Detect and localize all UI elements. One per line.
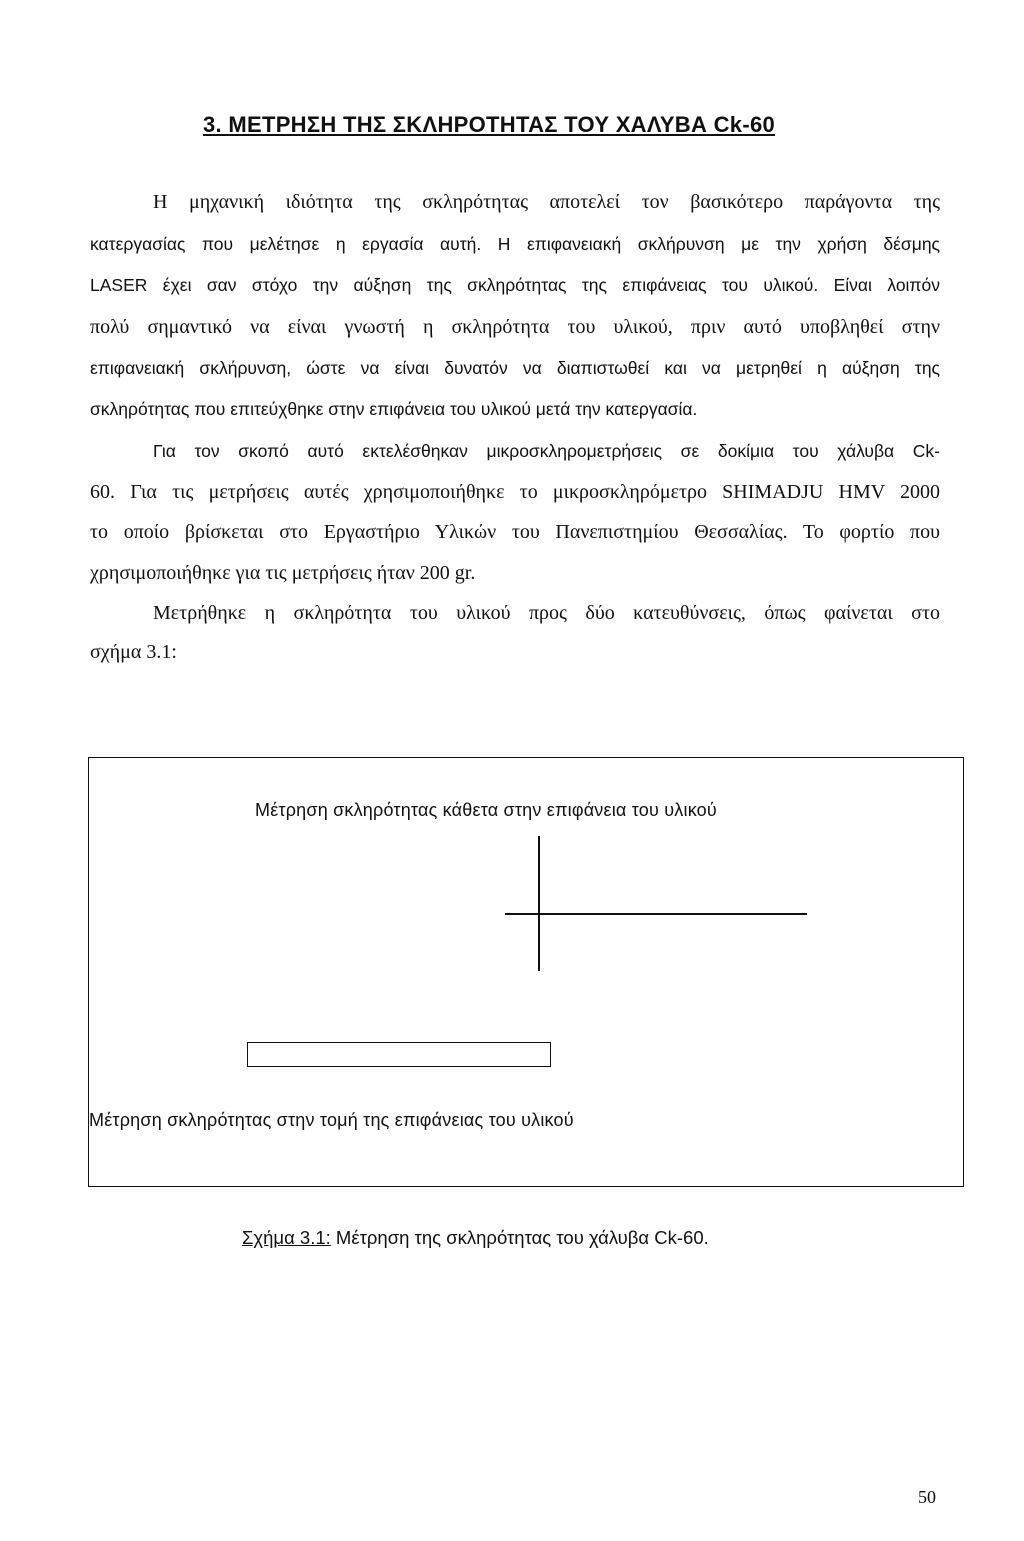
figure-caption <box>242 1227 709 1249</box>
surface-line <box>505 913 807 915</box>
paragraph-line: Η μηχανική ιδιότητα της σκληρότητας αποτελεί τον βασικότερο παράγοντα της <box>153 191 940 213</box>
paragraph-line: το οποίο βρίσκεται στο Εργαστήριο Υλικών του Πανεπιστημίου Θεσσαλίας. Το φορτίο που <box>90 521 940 543</box>
paragraph-line: πολύ σημαντικό να είναι γνωστή η σκληρότητα του υλικού, πριν αυτό υποβληθεί στην <box>90 316 940 338</box>
indent-vertical-line <box>538 836 540 971</box>
paragraph-line: LASER έχει σαν στόχο την αύξηση της σκληρότητας της επιφάνειας του υλικού. Είναι λοιπόν <box>90 275 940 295</box>
paragraph-line: επιφανειακή σκλήρυνση, ώστε να είναι δυνατόν να διαπιστωθεί και να μετρηθεί η αύξηση της <box>90 358 940 378</box>
cross-section-rectangle <box>247 1042 551 1067</box>
paragraph-line: Για τον σκοπό αυτό εκτελέσθηκαν μικροσκληρομετρήσεις σε δοκίμια του χάλυβα Ck- <box>153 441 940 461</box>
caption-text: Μέτρηση της σκληρότητας του χάλυβα Ck-60. <box>330 1227 709 1248</box>
section-title: 3. ΜΕΤΡΗΣΗ ΤΗΣ ΣΚΛΗΡΟΤΗΤΑΣ ΤΟΥ ΧΑΛΥΒΑ Ck-60 <box>203 112 776 137</box>
paragraph-line: σκληρότητας που επιτεύχθηκε στην επιφάνεια του υλικού μετά την κατεργασία. <box>90 399 698 419</box>
figure-label-perpendicular: Μέτρηση σκληρότητας κάθετα στην επιφάνεια του υλικού <box>255 800 717 820</box>
paragraph-line: χρησιμοποιήθηκε για τις μετρήσεις ήταν 200 gr. <box>90 562 476 584</box>
caption-prefix: Σχήμα 3.1: <box>242 1227 331 1248</box>
paragraph-line: σχήμα 3.1: <box>90 641 177 663</box>
page-number: 50 <box>918 1487 936 1507</box>
paragraph-line: κατεργασίας που μελέτησε η εργασία αυτή. Η επιφανειακή σκλήρυνση με την χρήση δέσμης <box>90 234 940 254</box>
figure-label-cross-section: Μέτρηση σκληρότητας στην τομή της επιφάνειας του υλικού <box>89 1110 574 1130</box>
paragraph-line: Μετρήθηκε η σκληρότητα του υλικού προς δύο κατευθύνσεις, όπως φαίνεται στο <box>153 602 940 624</box>
paragraph-line: 60. Για τις μετρήσεις αυτές χρησιμοποιήθηκε το μικροσκληρόμετρο SHIMADJU HMV 2000 <box>90 481 940 503</box>
